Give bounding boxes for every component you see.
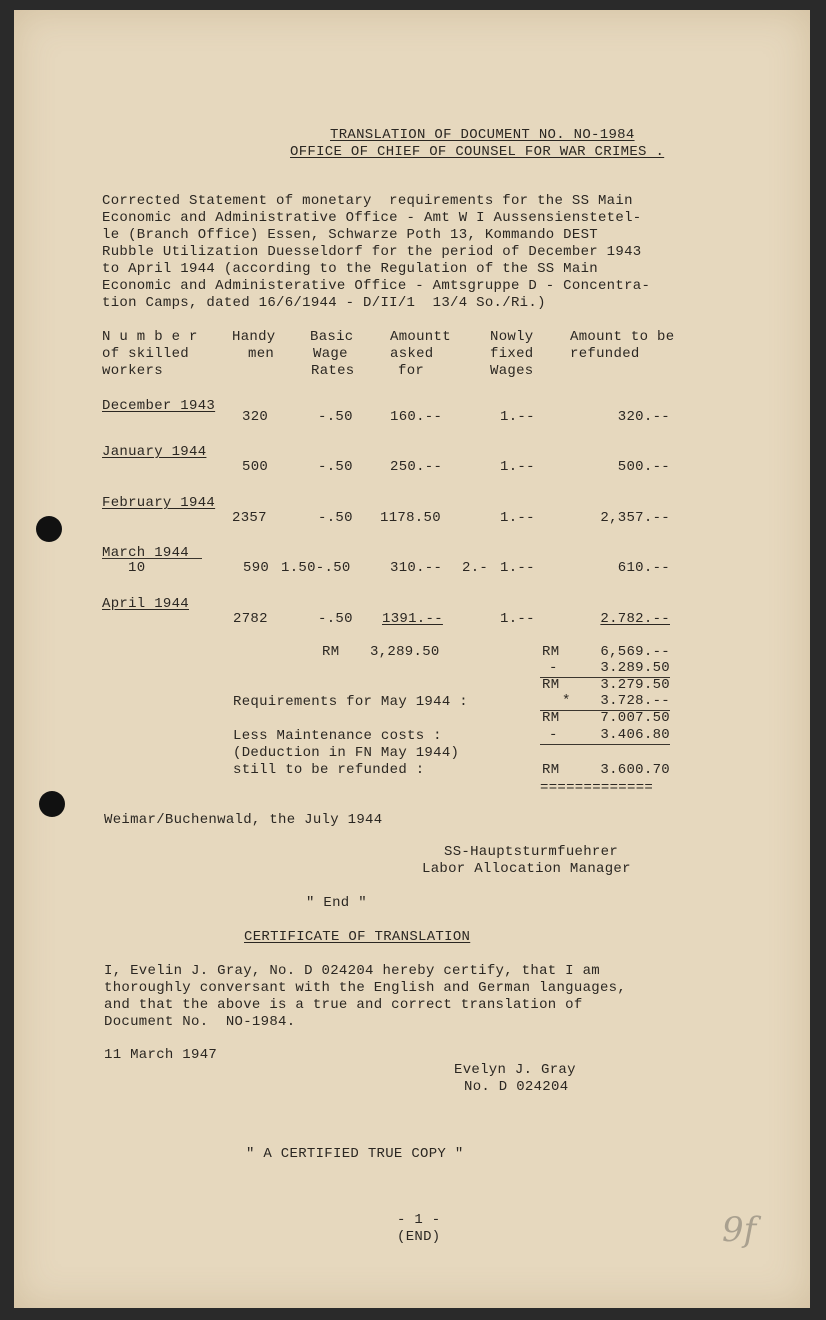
signatory-rank: SS-Hauptsturmfuehrer bbox=[444, 844, 619, 860]
row-basic-wage: 1.50-.50 bbox=[281, 560, 351, 576]
double-rule: ============= bbox=[540, 780, 654, 796]
header-basic-wage: Rates bbox=[311, 363, 355, 379]
total-asked: 3,289.50 bbox=[370, 644, 440, 660]
certificate-title: CERTIFICATE OF TRANSLATION bbox=[244, 929, 471, 945]
intro-line: Economic and Administerative Office - Amtsgruppe D - Concentra- bbox=[102, 278, 651, 294]
intro-line: Rubble Utilization Duesseldorf for the period of December 1943 bbox=[102, 244, 642, 260]
header-newly-fixed: Nowly bbox=[490, 329, 534, 345]
row-handymen: 590 bbox=[243, 560, 270, 576]
row-month: January 1944 bbox=[102, 444, 207, 460]
summary-prefix: * bbox=[562, 693, 571, 709]
row-newly-fixed: 1.-- bbox=[500, 611, 535, 627]
summary-value: 7.007.50 bbox=[600, 710, 670, 726]
summary-value: 3.728.-- bbox=[600, 693, 670, 709]
summary-prefix: RM bbox=[542, 710, 560, 726]
row-refund: 610.-- bbox=[617, 560, 670, 576]
row-amount-asked: 1178.50 bbox=[380, 510, 441, 526]
certificate-line: I, Evelin J. Gray, No. D 024204 hereby certify, that I am bbox=[104, 963, 600, 979]
row-basic-wage: -.50 bbox=[318, 611, 353, 627]
summary-label: (Deduction in FN May 1944) bbox=[233, 745, 460, 761]
row-month: April 1944 bbox=[102, 596, 190, 612]
signatory-title: Labor Allocation Manager bbox=[422, 861, 631, 877]
row-amount-asked: 250.-- bbox=[390, 459, 443, 475]
row-month: December 1943 bbox=[102, 398, 216, 414]
row-refund: 500.-- bbox=[617, 459, 670, 475]
summary-label: still to be refunded : bbox=[233, 762, 425, 778]
summary-rule bbox=[540, 744, 670, 745]
summary-value: 3.406.80 bbox=[600, 727, 670, 743]
translator-number: No. D 024204 bbox=[464, 1079, 569, 1095]
row-basic-wage: -.50 bbox=[318, 510, 353, 526]
total-asked-prefix: RM bbox=[322, 644, 340, 660]
summary-label: Less Maintenance costs : bbox=[233, 728, 442, 744]
row-basic-wage: -.50 bbox=[318, 459, 353, 475]
header-amount-asked: Amountt bbox=[390, 329, 451, 345]
header-basic-wage: Wage bbox=[313, 346, 348, 362]
summary-value: 6,569.-- bbox=[600, 644, 670, 660]
handwritten-mark: 9f bbox=[722, 1210, 757, 1250]
end-label: (END) bbox=[397, 1229, 441, 1245]
intro-line: le (Branch Office) Essen, Schwarze Poth 13, Kommando DEST bbox=[102, 227, 598, 243]
certificate-line: thoroughly conversant with the English and German languages, bbox=[104, 980, 627, 996]
punch-hole bbox=[39, 791, 65, 817]
row-newly-fixed: 1.-- bbox=[500, 510, 535, 526]
summary-prefix: - bbox=[549, 660, 558, 676]
page-number: - 1 - bbox=[397, 1212, 441, 1228]
row-refund: 2.782.-- bbox=[600, 611, 670, 627]
summary-value: 3.279.50 bbox=[600, 677, 670, 693]
row-refund: 320.-- bbox=[617, 409, 670, 425]
header-handymen: Handy bbox=[232, 329, 276, 345]
header-newly-fixed: fixed bbox=[490, 346, 534, 362]
row-handymen: 2782 bbox=[233, 611, 268, 627]
intro-line: Corrected Statement of monetary requirements for the SS Main bbox=[102, 193, 633, 209]
row-amount-asked: 1391.-- bbox=[382, 611, 443, 627]
row-extra-rate: 2.- bbox=[462, 560, 489, 576]
translator-name: Evelyn J. Gray bbox=[454, 1062, 576, 1078]
header-newly-fixed: Wages bbox=[490, 363, 534, 379]
summary-prefix: RM bbox=[542, 644, 560, 660]
certificate-line: and that the above is a true and correct translation of bbox=[104, 997, 583, 1013]
row-basic-wage: -.50 bbox=[318, 409, 353, 425]
summary-prefix: RM bbox=[542, 677, 560, 693]
row-month: March 1944 bbox=[102, 545, 190, 561]
summary-label: Requirements for May 1944 : bbox=[233, 694, 468, 710]
row-newly-fixed: 1.-- bbox=[500, 560, 535, 576]
row-amount-asked: 160.-- bbox=[390, 409, 443, 425]
punch-hole bbox=[36, 516, 62, 542]
header-handymen: men bbox=[248, 346, 275, 362]
row-newly-fixed: 1.-- bbox=[500, 409, 535, 425]
translation-title: TRANSLATION OF DOCUMENT NO. NO-1984 bbox=[330, 127, 635, 143]
intro-line: tion Camps, dated 16/6/1944 - D/II/1 13/4 So./Ri.) bbox=[102, 295, 546, 311]
header-refund: Amount to be bbox=[570, 329, 675, 345]
row-amount-asked: 310.-- bbox=[390, 560, 443, 576]
row-skilled: 10 bbox=[128, 560, 146, 576]
header-refund: refunded bbox=[570, 346, 640, 362]
summary-value: 3.289.50 bbox=[600, 660, 670, 676]
row-refund: 2,357.-- bbox=[600, 510, 670, 526]
header-amount-asked: for bbox=[398, 363, 425, 379]
row-handymen: 320 bbox=[242, 409, 269, 425]
summary-prefix: RM bbox=[542, 762, 560, 778]
row-month: February 1944 bbox=[102, 495, 216, 511]
intro-line: Economic and Administrative Office - Amt W I Aussensienstetel- bbox=[102, 210, 642, 226]
row-newly-fixed: 1.-- bbox=[500, 459, 535, 475]
row-handymen: 500 bbox=[242, 459, 269, 475]
place-date: Weimar/Buchenwald, the July 1944 bbox=[104, 812, 383, 828]
intro-line: to April 1944 (according to the Regulation of the SS Main bbox=[102, 261, 598, 277]
header-skilled: N u m b e r bbox=[102, 329, 198, 345]
row-handymen: 2357 bbox=[232, 510, 267, 526]
header-skilled: workers bbox=[102, 363, 163, 379]
certificate-date: 11 March 1947 bbox=[104, 1047, 218, 1063]
header-skilled: of skilled bbox=[102, 346, 190, 362]
certified-copy: " A CERTIFIED TRUE COPY " bbox=[246, 1146, 464, 1162]
header-amount-asked: asked bbox=[390, 346, 434, 362]
header-basic-wage: Basic bbox=[310, 329, 354, 345]
office-title: OFFICE OF CHIEF OF COUNSEL FOR WAR CRIMES . bbox=[290, 144, 665, 160]
certificate-line: Document No. NO-1984. bbox=[104, 1014, 296, 1030]
summary-value: 3.600.70 bbox=[600, 762, 670, 778]
summary-prefix: - bbox=[549, 727, 558, 743]
month-rule bbox=[102, 558, 202, 559]
end-mark: " End " bbox=[306, 895, 367, 911]
